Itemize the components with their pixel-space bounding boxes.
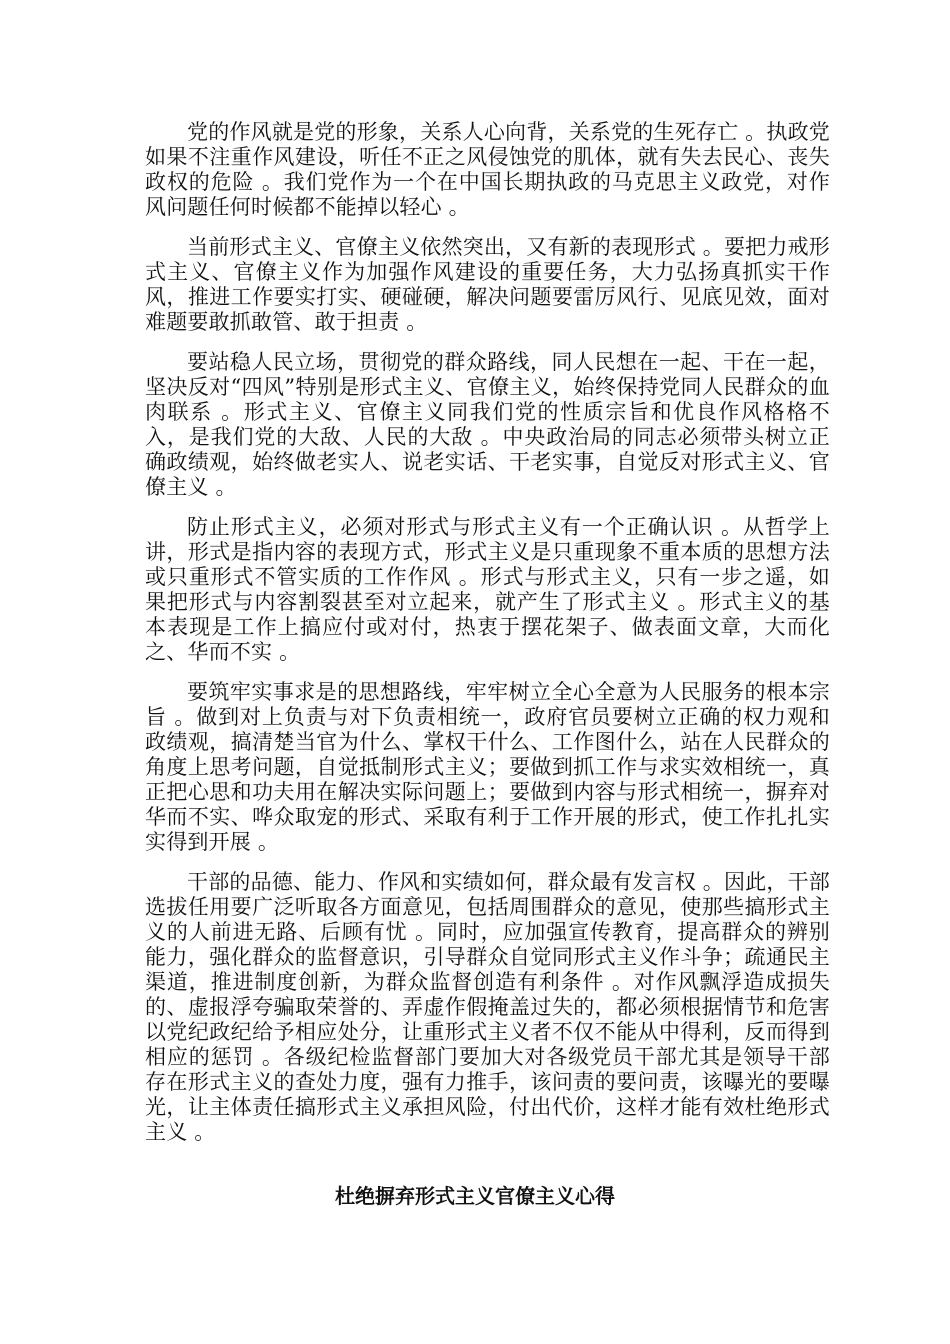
paragraph-5: 要筑牢实事求是的思想路线，牢牢树立全心全意为人民服务的根本宗旨 。做到对上负责与对下负责相统一，政府官员要树立正确的权力观和政绩观，搞清楚当官为什么、掌权干什么、工作图什么，站在人民群众的角度上思考问题，自觉抵制形式主义；要做到抓工作与求实效相统一，真正把心思和功夫用在解决实际问题上；要做到内容与形式相统一，摒弃对华而不实、哗众取宠的形式、采取有利于工作开展的形式，使工作扎扎实实得到开展 。 — [145, 680, 830, 854]
document-body — [145, 120, 830, 1160]
paragraph-1: 党的作风就是党的形象，关系人心向背，关系党的生死存亡 。执政党如果不注重作风建设，听任不正之风侵蚀党的肌体，就有失去民心、丧失政权的危险 。我们党作为一个在中国长期执政的马克思主义政党，对作风问题任何时候都不能掉以轻心 。 — [145, 120, 830, 219]
paragraph-2: 当前形式主义、官僚主义依然突出，又有新的表现形式 。要把力戒形式主义、官僚主义作为加强作风建设的重要任务，大力弘扬真抓实干作风，推进工作要实打实、硬碰硬，解决问题要雷厉风行、见底见效，面对难题要敢抓敢管、敢于担责 。 — [145, 235, 830, 334]
section-heading: 杜绝摒弃形式主义官僚主义心得 — [335, 1184, 615, 1208]
paragraph-6: 干部的品德、能力、作风和实绩如何，群众最有发言权 。因此，干部选拔任用要广泛听取各方面意见，包括周围群众的意见，使那些搞形式主义的人前进无路、后顾有忧 。同时，应加强宣传教育，提高群众的辨别能力，强化群众的监督意识，引导群众自觉同形式主义作斗争；疏通民主渠道，推进制度创新，为群众监督创造有利条件 。对作风飘浮造成损失的、虚报浮夸骗取荣誉的、弄虚作假掩盖过失的，都必须根据情节和危害以党纪政纪给予相应处分，让重形式主义者不仅不能从中得利，反而得到相应的惩罚 。各级纪检监督部门要加大对各级党员干部尤其是领导干部存在形式主义的查处力度，强有力推手，该问责的要问责，该曝光的要曝光，让主体责任搞形式主义承担风险，付出代价，这样才能有效杜绝形式主义 。 — [145, 870, 830, 1144]
paragraph-4: 防止形式主义，必须对形式与形式主义有一个正确认识 。从哲学上讲，形式是指内容的表现方式，形式主义是只重现象不重本质的思想方法或只重形式不管实质的工作作风 。形式与形式主义，只有一步之遥，如果把形式与内容割裂甚至对立起来，就产生了形式主义 。形式主义的基本表现是工作上搞应付或对付，热衷于摆花架子、做表面文章，大而化之、华而不实 。 — [145, 515, 830, 664]
paragraph-3: 要站稳人民立场，贯彻党的群众路线，同人民想在一起、干在一起，坚决反对“四风”特别是形式主义、官僚主义，始终保持党同人民群众的血肉联系 。形式主义、官僚主义同我们党的性质宗旨和优良作风格格不入，是我们党的大敌、人民的大敌 。中央政治局的同志必须带头树立正确政绩观，始终做老实人、说老实话、干老实事，自觉反对形式主义、官僚主义 。 — [145, 350, 830, 499]
